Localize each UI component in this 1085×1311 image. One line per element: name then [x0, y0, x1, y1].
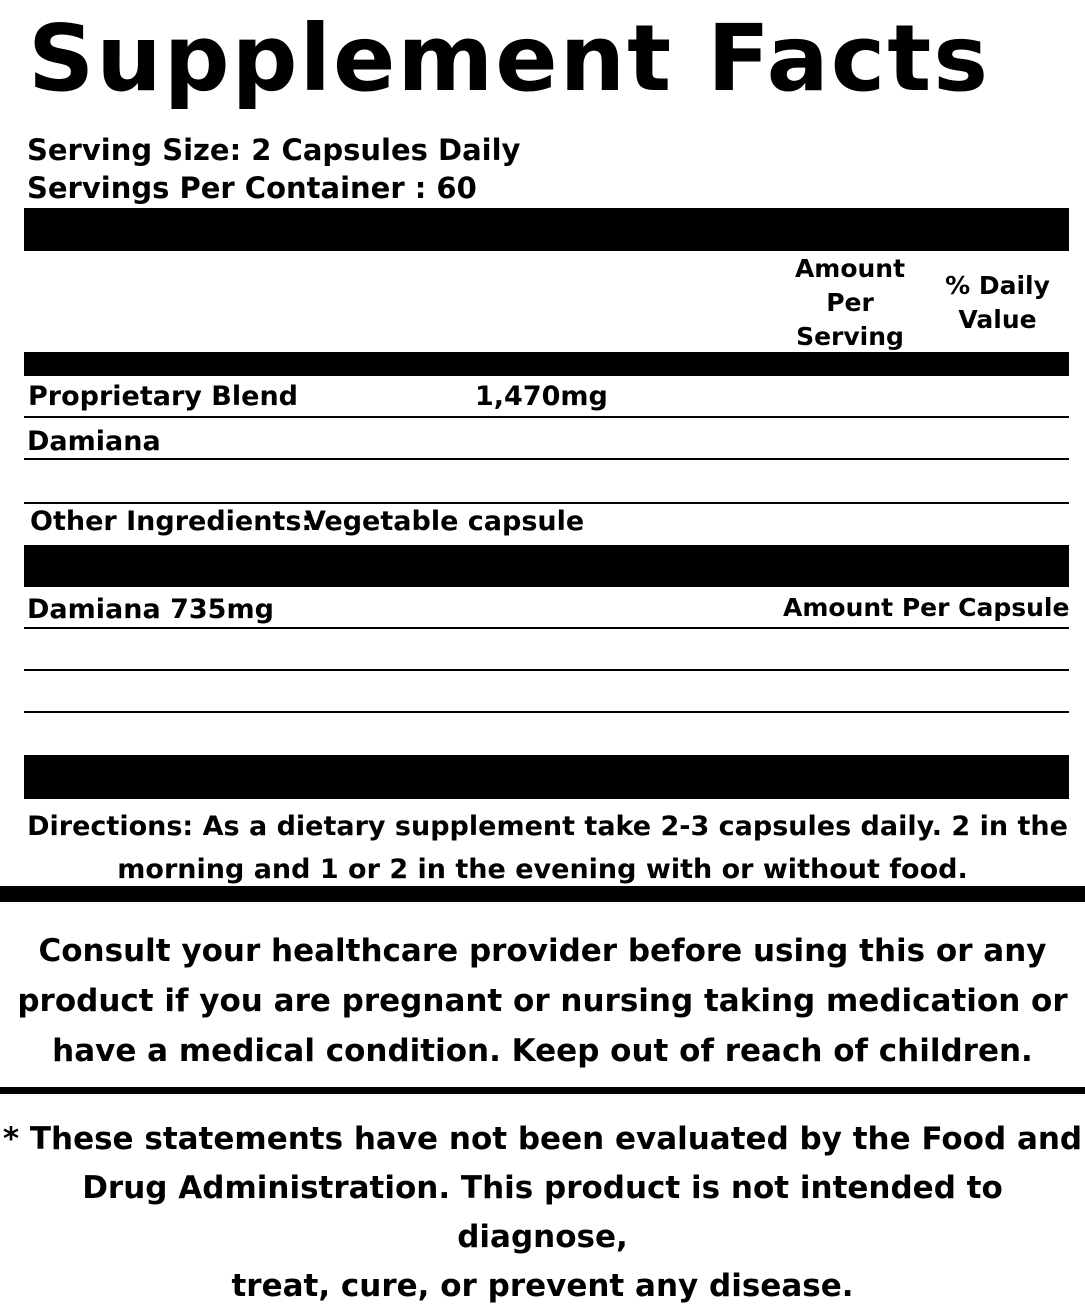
- row-divider: [24, 627, 1069, 629]
- thick-divider-4: [24, 755, 1069, 799]
- warning-line: have a medical condition. Keep out of reach of children.: [52, 1033, 1033, 1069]
- blend-name: Proprietary Blend: [28, 381, 298, 412]
- row-divider: [24, 502, 1069, 504]
- amount-header-line: Serving: [796, 322, 904, 351]
- dv-header-line: % Daily: [945, 271, 1050, 300]
- blend-amount: 1,470mg: [475, 381, 608, 412]
- disclaimer-line: Drug Administration. This product is not intended to diagnose,: [82, 1170, 1003, 1255]
- serving-size: Serving Size: 2 Capsules Daily: [27, 133, 521, 167]
- other-ingredients-label: Other Ingredients:: [30, 506, 313, 537]
- row-divider: [24, 416, 1069, 418]
- other-ingredients-value: Vegetable capsule: [305, 506, 585, 537]
- amount-per-capsule-header: Amount Per Capsule: [783, 593, 1070, 622]
- warning-line: Consult your healthcare provider before using this or any: [38, 933, 1047, 969]
- full-width-divider-1: [0, 886, 1085, 902]
- disclaimer-line: * These statements have not been evaluated by the Food and: [2, 1121, 1083, 1157]
- thick-divider-1: [24, 208, 1069, 251]
- thick-divider-2: [24, 352, 1069, 376]
- row-divider: [24, 711, 1069, 713]
- disclaimer-line: treat, cure, or prevent any disease.: [231, 1268, 854, 1304]
- directions-line: morning and 1 or 2 in the evening with or without food.: [117, 854, 968, 885]
- directions-line: Directions: As a dietary supplement take 2-3 capsules daily. 2 in the: [27, 811, 1068, 842]
- amount-header-line: Per: [826, 288, 874, 317]
- thick-divider-3: [24, 545, 1069, 587]
- amount-per-serving-header: [790, 252, 910, 354]
- page-title: Supplement Facts: [28, 5, 990, 112]
- full-width-divider-2: [0, 1087, 1085, 1094]
- dv-header-line: Value: [958, 305, 1037, 334]
- row-divider: [24, 669, 1069, 671]
- daily-value-header: [935, 269, 1060, 337]
- amount-header-line: Amount: [794, 254, 906, 283]
- directions: [0, 805, 1085, 891]
- ingredient-damiana: Damiana: [27, 426, 161, 457]
- warning-line: product if you are pregnant or nursing taking medication or: [17, 983, 1068, 1019]
- capsule-ingredient: Damiana 735mg: [27, 594, 274, 625]
- warning: [0, 926, 1085, 1076]
- row-divider: [24, 458, 1069, 460]
- fda-disclaimer: [0, 1115, 1085, 1311]
- servings-per-container: Servings Per Container : 60: [27, 171, 477, 205]
